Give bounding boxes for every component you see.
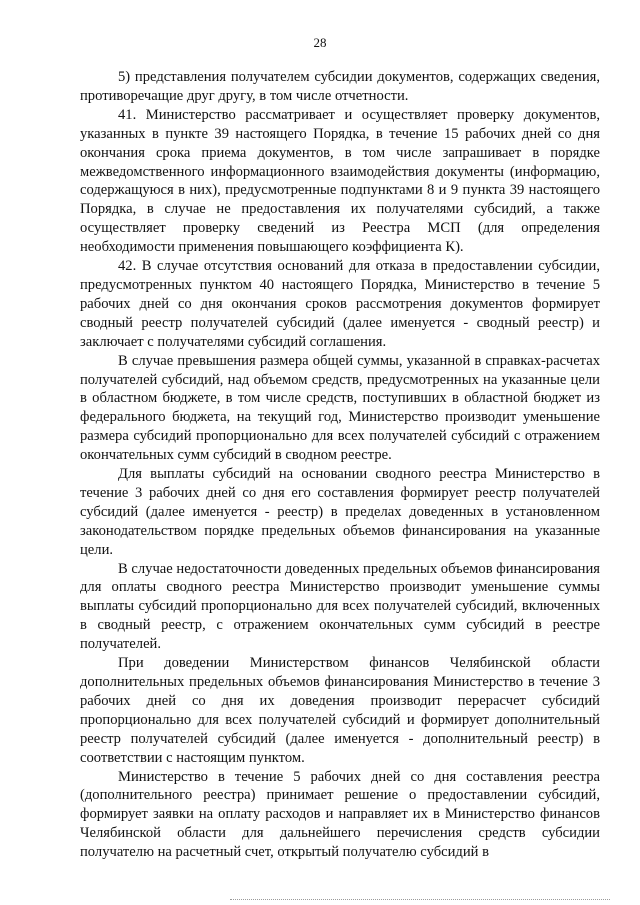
- paragraph-subitem-5: 5) представления получателем субсидии документов, содержащих сведения, противоречащие друг другу, в том числе отчетности.: [80, 69, 600, 104]
- paragraph-clause-42: 42. В случае отсутствия оснований для отказа в предоставлении субсидии, предусмотренных пунктом 40 настоящего Порядка, Министерство в течение 5 рабочих дней со дня окончания сроков рассмотрения документов формирует сводный реестр получателей субсидий (далее именуется - сводный реестр) и заключает с получателями субсидий соглашения.: [80, 258, 600, 350]
- paragraph-subsidy-decision: Министерство в течение 5 рабочих дней со дня составления реестра (дополнительного реестра) принимает решение о предоставлении субсидий, формирует заявки на оплату расходов и направляет их в Министерство финансов Челябинской области для дальнейшего перечисления средств субсидии получателю на расчетный счет, открытый получателю субсидий в: [80, 768, 600, 861]
- paragraph-additional-funding: При доведении Министерством финансов Челябинской области дополнительных предельных объемов финансирования Министерство в течение 3 рабочих дней со дня их доведения производит перерасчет субсидий пропорционально для всех получателей субсидий и формирует дополнительный реестр получателей субсидий (далее именуется - дополнительный реестр) в соответствии с настоящим пунктом.: [80, 655, 600, 766]
- paragraph-insufficient-funding: В случае недостаточности доведенных предельных объемов финансирования для оплаты сводного реестра Министерство производит уменьшение суммы выплаты субсидий пропорционально для всех получателей субсидий, включенных в сводный реестр, с отражением окончательных сумм субсидий в реестре получателей.: [80, 560, 601, 653]
- document-body: [80, 68, 600, 862]
- paragraph-clause-41: 41. Министерство рассматривает и осуществляет проверку документов, указанных в пункте 39 настоящего Порядка, в течение 15 рабочих дней со дня окончания срока приема документов, в том числе запрашивает в порядке межведомственного информационного взаимодействия документы (информацию, содержащуюся в них), предусмотренные подпунктами 8 и 9 пункта 39 настоящего Порядка, в случае не предоставления их получателями субсидий, а также осуществляет проверку сведений из Реестра МСП (для определения необходимости применения повышающего коэффициента К).: [80, 106, 600, 256]
- paragraph-excess-amount: В случае превышения размера общей суммы, указанной в справках-расчетах получателей субсидий, над объемом средств, предусмотренных на указанные цели в областном бюджете, в том числе средств, поступивших в областной бюджет из федерального бюджета, на текущий год, Министерство производит уменьшение размера субсидий пропорционально для всех получателей субсидий с отражением окончательных сумм субсидий в сводном реестре.: [80, 352, 600, 464]
- page-number: 28: [313, 35, 327, 50]
- scan-edge-artifact: [230, 897, 610, 900]
- paragraph-payment-registry: Для выплаты субсидий на основании сводного реестра Министерство в течение 3 рабочих дней со дня его составления формирует реестр получателей субсидий (далее именуется - реестр) в пределах доведенных в установленном законодательством порядке предельных объемов финансирования на указанные цели.: [80, 466, 600, 558]
